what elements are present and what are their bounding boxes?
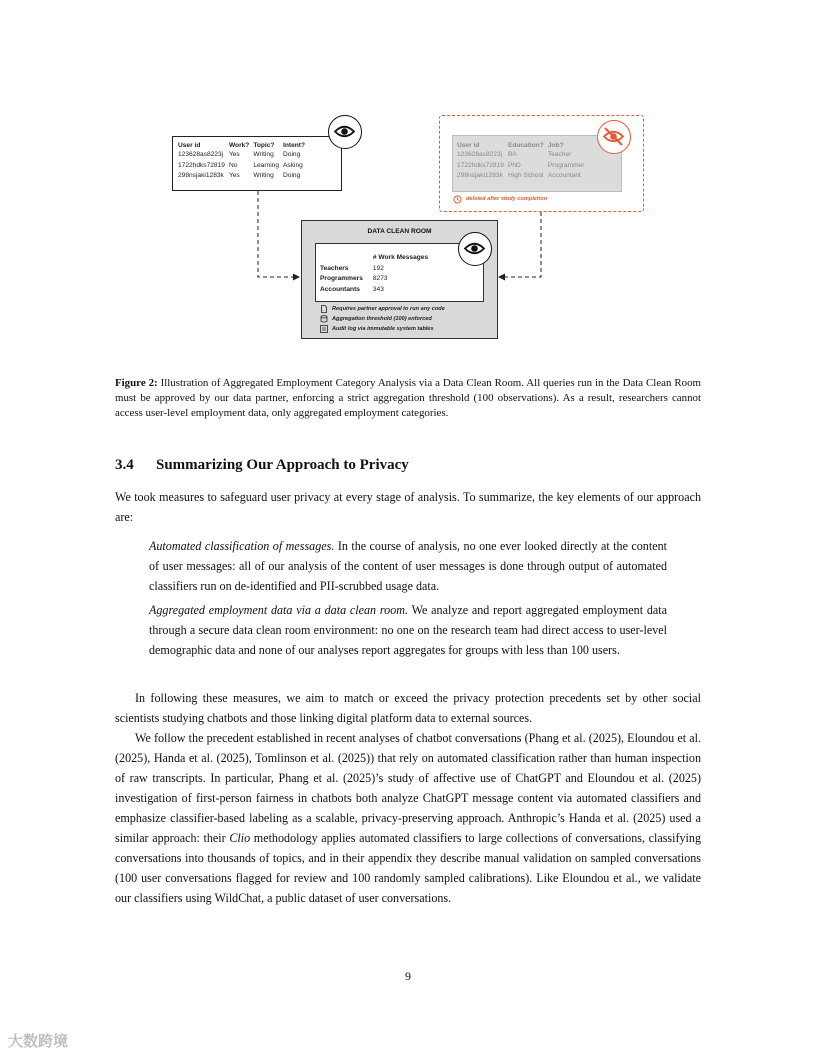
clean-room-note: Requires partner approval to run any code [332, 306, 445, 312]
work-table-header: Topic? [253, 142, 275, 149]
work-table-header: Intent? [283, 142, 305, 149]
list-item-text: In the course of analysis, no one ever looked directly at the content of user messages: all of our analysis of the content of user messages is done through output of automated classifiers run on de-identified and PII-scrubbed usage data. [149, 539, 667, 593]
body-paragraph: In following these measures, we aim to match or exceed the privacy protection precedents set by other social scientists studying chatbots and those linking digital platform data to external sources. [115, 691, 701, 725]
clean-room-note: Aggregation threshold (100) enforced [332, 316, 432, 322]
database-icon [320, 315, 328, 323]
partner-table-header: Education? [507, 142, 544, 149]
table-row: 298nsjaki1283k High School Accountant [457, 172, 581, 179]
table-row: Programmers 8273 [320, 275, 388, 282]
eye-icon [458, 232, 492, 266]
document-icon [320, 305, 328, 313]
section-number: 3.4 [115, 457, 134, 473]
list-item [149, 600, 667, 660]
eye-icon [328, 115, 362, 149]
work-table-header: User id [178, 142, 201, 149]
list-item-title: Aggregated employment data via a data clean room. [149, 603, 408, 617]
page-number: 9 [405, 969, 411, 983]
partner-demographics-table [452, 135, 622, 192]
list-item [149, 536, 667, 596]
caption-label: Figure 2: [115, 377, 158, 389]
work-classification-table [172, 136, 342, 191]
partner-data-box [439, 115, 644, 212]
timer-icon [453, 195, 462, 204]
section-title: Summarizing Our Approach to Privacy [156, 457, 409, 473]
watermark-logo: 大数跨境 [8, 1033, 69, 1050]
partner-table-header: Job? [547, 142, 564, 149]
table-row: 1722hdks72819 No Learning Asking [178, 161, 303, 169]
list-item-text: We analyze and report aggregated employment data through a secure data clean room environment: no one on the research team had direct access to user-level demographic data and none of our analyses report aggregates for groups with less than 100 users. [149, 603, 667, 657]
list-item-title: Automated classification of messages. [149, 539, 335, 553]
deleted-note: deleted after study completion [466, 196, 548, 202]
intro-paragraph: We took measures to safeguard user privacy at every stage of analysis. To summarize, the key elements of our approach are: [115, 490, 701, 524]
clean-room-note: Audit log via immutable system tables [332, 326, 434, 332]
figure-caption [115, 376, 701, 422]
work-table-header: Work? [228, 142, 250, 149]
table-row: 123628as8223j BA Teacher [457, 151, 572, 158]
table-row: 298nsjaki1283k Yes Writing Doing [178, 172, 301, 179]
table-row: Teachers 192 [320, 264, 384, 272]
partner-table-header: User id [457, 142, 480, 149]
section-heading [115, 457, 409, 474]
body-paragraph: We follow the precedent established in recent analyses of chatbot conversations (Phang et al. (2025), Eloundou et al. (2025), Handa et al. (2025), Tomlinson et al. (2025)) that rely on automated classification rather than human inspection of raw transcripts. In particular, Phang et al. (2025)’s study of affective use of ChatGPT and Eloundou et al. (2025) investigation of first-person fairness in chatbots both analyze ChatGPT message content via automated classifiers and emphasize classifier-based labeling as a scalable, privacy-preserving approach. Anthropic’s Handa et al. (2025) used a similar approach: their Clio methodology applies automated classifiers to large collections of conversations, classifying conversations into thousands of topics, and in their appendix they describe manual validation on sampled conversations (100 user conversations flagged for review and 100 randomly sampled calibrations). Like Eloundou et al., we validate our classifiers using WildChat, a public dataset of user conversations. [115, 731, 701, 905]
caption-text: Illustration of Aggregated Employment Category Analysis via a Data Clean Room. All queries run in the Data Clean Room must be approved by our data partner, enforcing a strict aggregation threshold (100 observations). As a result, researchers cannot access user-level employment data, only aggregated employment categories. [115, 377, 701, 420]
eye-off-icon [597, 120, 631, 154]
table-row: 123628as8223j Yes Writing Doing [178, 151, 301, 158]
table-row: 1722hdks72819 PhD Programmer [457, 161, 585, 169]
table-row: Accountants 343 [320, 285, 384, 293]
data-clean-room-title: DATA CLEAN ROOM [367, 228, 432, 235]
aggregate-column-header: # Work Messages [372, 254, 429, 261]
audit-log-icon [320, 325, 328, 333]
